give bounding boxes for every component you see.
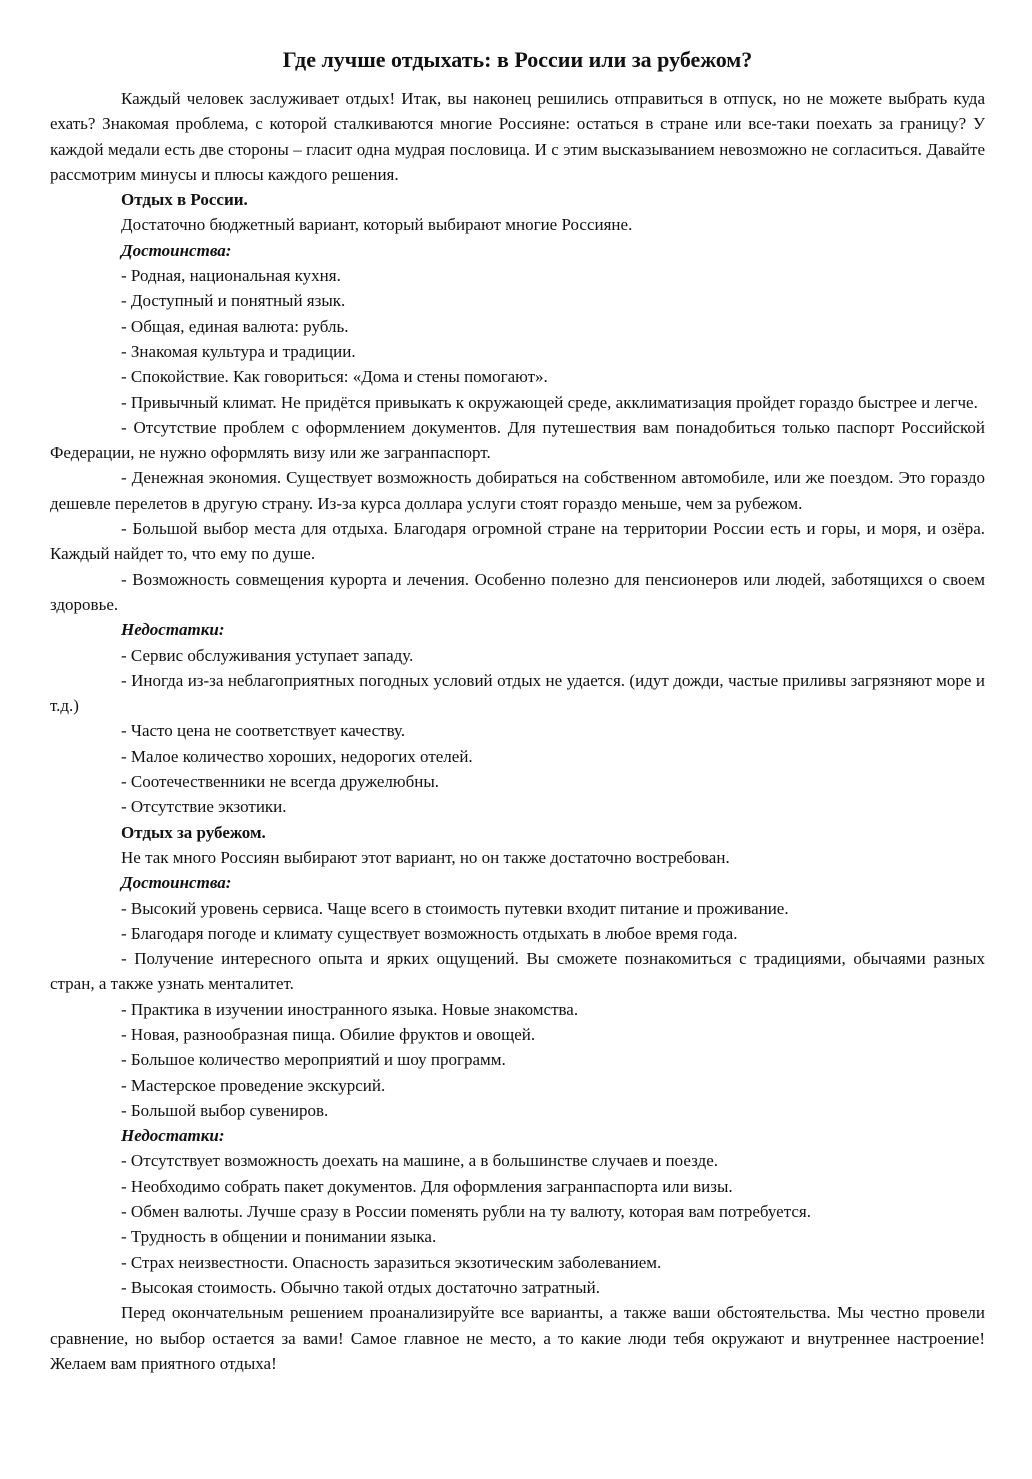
russia-pro-item: - Доступный и понятный язык. bbox=[121, 291, 346, 311]
abroad-pro-item: - Мастерское проведение экскурсий. bbox=[121, 1075, 386, 1095]
abroad-heading: Отдых за рубежом. bbox=[121, 822, 266, 842]
abroad-con-item: - Высокая стоимость. Обычно такой отдых достаточно затратный. bbox=[121, 1277, 600, 1297]
russia-pro-item: - Спокойствие. Как говориться: «Дома и стены помогают». bbox=[121, 367, 548, 387]
abroad-con-item: - Необходимо собрать пакет документов. Для оформления загранпаспорта или визы. bbox=[121, 1176, 733, 1196]
abroad-pros-heading: Достоинства: bbox=[121, 873, 232, 893]
russia-pro-item: - Отсутствие проблем с оформлением документов. Для путешествия вам понадобиться только паспорт Российской Федерации, не нужно оформлять визу или же загранпаспорт. bbox=[50, 417, 985, 463]
russia-pro-item: - Общая, единая валюта: рубль. bbox=[121, 316, 349, 336]
russia-pro-item: - Возможность совмещения курорта и лечения. Особенно полезно для пенсионеров или людей, заботящихся о своем здоровье. bbox=[50, 569, 985, 614]
russia-con-item: - Иногда из-за неблагоприятных погодных условий отдых не удается. (идут дожди, частые приливы загрязняют море и т.д.) bbox=[50, 670, 985, 716]
russia-pro-item: - Денежная экономия. Существует возможность добираться на собственном автомобиле, или же поездом. Это гораздо дешевле перелетов в другую страну. Из-за курса доллара услуги стоят гораздо меньше, чем за рубежом. bbox=[50, 468, 985, 513]
conclusion-paragraph: Перед окончательным решением проанализируйте все варианты, а также ваши обстоятельства. Мы честно провели сравнение, но выбор остается за вами! Самое главное не место, а то какие люди тебя окружают и внутреннее настроение! Желаем вам приятного отдыха! bbox=[50, 1303, 985, 1373]
russia-pro-item: - Привычный климат. Не придётся привыкать к окружающей среде, акклиматизация пройдет гораздо быстрее и легче. bbox=[121, 392, 978, 412]
abroad-pro-item: - Практика в изучении иностранного языка. Новые знакомства. bbox=[121, 999, 579, 1019]
russia-con-item: - Соотечественники не всегда дружелюбны. bbox=[121, 772, 440, 792]
russia-heading: Отдых в России. bbox=[121, 190, 248, 210]
abroad-con-item: - Трудность в общении и понимании языка. bbox=[121, 1227, 437, 1247]
russia-pro-item: - Большой выбор места для отдыха. Благодаря огромной стране на территории России есть и горы, и моря, и озёра. Каждый найдет то, что ему по душе. bbox=[50, 519, 985, 564]
intro-paragraph: Каждый человек заслуживает отдых! Итак, вы наконец решились отправиться в отпуск, но не можете выбрать куда ехать? Знакомая проблема, с которой сталкиваются многие Россияне: остаться в стране или все-таки поехать за границу? У каждой медали есть две стороны – гласит одна мудрая пословица. И с этим высказыванием невозможно не согласиться. Давайте рассмотрим минусы и плюсы каждого решения. bbox=[50, 89, 985, 184]
russia-description: Достаточно бюджетный вариант, который выбирают многие Россияне. bbox=[121, 215, 633, 235]
document-title: Где лучше отдыхать: в России или за рубежом? bbox=[282, 47, 753, 72]
russia-con-item: - Часто цена не соответствует качеству. bbox=[121, 721, 406, 741]
abroad-description: Не так много Россиян выбирают этот вариант, но он также достаточно востребован. bbox=[121, 847, 730, 867]
russia-pros-heading: Достоинства: bbox=[121, 240, 232, 260]
abroad-cons-heading: Недостатки: bbox=[121, 1126, 225, 1146]
abroad-pro-item: - Большое количество мероприятий и шоу программ. bbox=[121, 1050, 506, 1070]
abroad-con-item: - Отсутствует возможность доехать на машине, а в большинстве случаев и поезде. bbox=[121, 1151, 718, 1171]
russia-con-item: - Отсутствие экзотики. bbox=[121, 797, 287, 817]
abroad-con-item: - Страх неизвестности. Опасность заразиться экзотическим заболеванием. bbox=[121, 1252, 662, 1272]
russia-cons-heading: Недостатки: bbox=[121, 620, 225, 640]
abroad-pro-item: - Получение интересного опыта и ярких ощущений. Вы сможете познакомиться с традициями, обычаями разных стран, а также узнать менталитет. bbox=[50, 949, 985, 994]
abroad-pro-item: - Большой выбор сувениров. bbox=[121, 1100, 329, 1120]
russia-con-item: - Малое количество хороших, недорогих отелей. bbox=[121, 746, 473, 766]
abroad-pro-item: - Новая, разнообразная пища. Обилие фруктов и овощей. bbox=[121, 1024, 536, 1044]
abroad-pro-item: - Высокий уровень сервиса. Чаще всего в стоимость путевки входит питание и проживание. bbox=[121, 898, 789, 918]
abroad-con-item: - Обмен валюты. Лучше сразу в России поменять рубли на ту валюту, которая вам потребуется. bbox=[121, 1202, 811, 1222]
abroad-pro-item: - Благодаря погоде и климату существует возможность отдыхать в любое время года. bbox=[121, 923, 738, 943]
russia-pro-item: - Родная, национальная кухня. bbox=[121, 266, 341, 286]
russia-con-item: - Сервис обслуживания уступает западу. bbox=[121, 645, 414, 665]
russia-pro-item: - Знакомая культура и традиции. bbox=[121, 341, 356, 361]
